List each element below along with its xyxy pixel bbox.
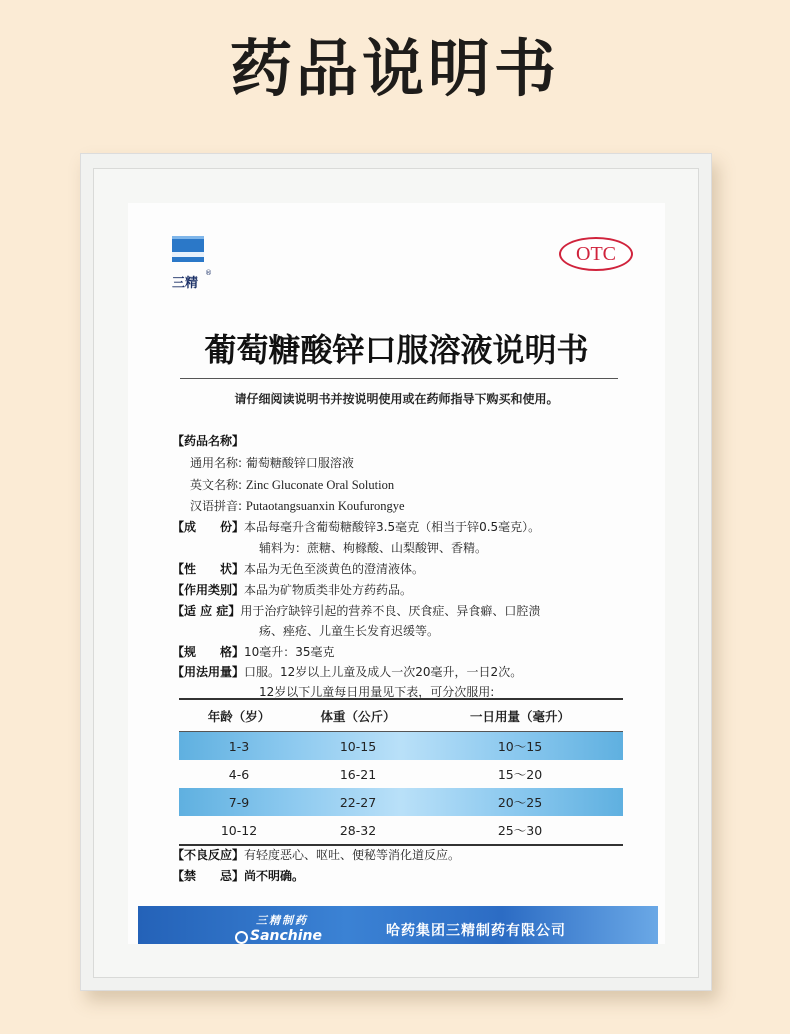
table-cell-dose: 15～20	[497, 767, 543, 782]
appearance-tag: 【性 状】	[172, 562, 245, 576]
table-cell-age: 10-12	[220, 822, 258, 838]
footer-logo-chinese: 三精制药	[256, 914, 308, 927]
table-cell-dose: 25～30	[497, 823, 543, 838]
table-cell-weight: 28-32	[339, 822, 377, 838]
instruction-leaflet	[128, 203, 665, 944]
company-footer	[138, 906, 658, 944]
drug-name-tag: 【药品名称】	[172, 434, 245, 448]
spec-value: 10毫升：35毫克	[244, 645, 335, 659]
category-row	[172, 584, 412, 596]
generic-name-label: 通用名称:	[190, 456, 243, 470]
english-name-label: 英文名称:	[190, 478, 243, 492]
appearance-row	[172, 563, 424, 575]
ingredients-row	[172, 521, 540, 533]
generic-name-value: 葡萄糖酸锌口服溶液	[245, 456, 354, 470]
table-row	[179, 816, 623, 844]
table-cell-age: 1-3	[228, 738, 250, 754]
adverse-value: 有轻度恶心、呕吐、便秘等消化道反应。	[244, 848, 461, 862]
excipients-row: 辅料为：蔗糖、枸橼酸、山梨酸钾、香精。	[259, 541, 488, 555]
table-row	[179, 760, 623, 788]
otc-badge: OTC	[559, 237, 633, 271]
registered-mark: ®	[205, 269, 212, 277]
dosage-table	[179, 698, 623, 846]
table-header-age: 年龄（岁）	[207, 708, 271, 724]
contraindication-tag: 【禁 忌】	[172, 869, 245, 883]
appearance-value: 本品为无色至淡黄色的澄清液体。	[244, 562, 425, 576]
spec-row	[172, 646, 335, 658]
company-name: 哈药集团三精制药有限公司	[386, 923, 566, 939]
usage-advice: 请仔细阅读说明书并按说明使用或在药师指导下购买和使用。	[234, 392, 559, 406]
pinyin-value: Putaotangsuanxin Koufurongye	[245, 499, 405, 513]
dosage-note: 12岁以下儿童每日用量见下表，可分次服用:	[259, 685, 495, 699]
page-title: 药品说明书	[229, 32, 560, 105]
brand-name: 三精	[172, 276, 199, 291]
dosage-tag: 【用法用量】	[172, 665, 245, 679]
table-cell-age: 7-9	[228, 794, 250, 810]
drug-name-section	[172, 435, 244, 447]
table-cell-weight: 16-21	[339, 766, 377, 782]
ingredients-value: 本品每毫升含葡萄糖酸锌3.5毫克（相当于锌0.5毫克）。	[244, 520, 541, 534]
table-header-dose: 一日用量（毫升）	[469, 708, 570, 724]
ingredients-tag: 【成 份】	[172, 520, 245, 534]
document-title: 葡萄糖酸锌口服溶液说明书	[204, 331, 589, 369]
category-value: 本品为矿物质类非处方药药品。	[244, 583, 413, 597]
pinyin-label: 汉语拼音:	[190, 499, 243, 513]
sanchine-emblem-icon	[235, 931, 248, 944]
generic-name-row	[190, 457, 354, 469]
table-cell-weight: 10-15	[339, 738, 377, 754]
category-tag: 【作用类别】	[172, 583, 245, 597]
indication-tag: 【适 应 症】	[172, 604, 241, 618]
dosage-value: 口服。12岁以上儿童及成人一次20毫升，一日2次。	[244, 665, 523, 679]
table-row	[179, 732, 623, 760]
table-header-weight: 体重（公斤）	[320, 708, 396, 724]
footer-logo-english: Sanchine	[250, 928, 323, 944]
table-cell-age: 4-6	[228, 766, 250, 782]
sanchine-logo-icon	[172, 236, 204, 262]
table-cell-dose: 10～15	[497, 739, 543, 754]
contraindication-row	[172, 870, 304, 882]
table-cell-weight: 22-27	[339, 794, 377, 810]
dosage-row	[172, 666, 522, 678]
indication-value: 用于治疗缺锌引起的营养不良、厌食症、异食癖、口腔溃	[240, 604, 541, 618]
table-header-row	[179, 700, 623, 732]
english-name-row	[190, 479, 394, 492]
spec-tag: 【规 格】	[172, 645, 245, 659]
table-row	[179, 788, 623, 816]
indication-continued: 疡、痤疮、儿童生长发育迟缓等。	[259, 624, 440, 638]
contraindication-value: 尚不明确。	[244, 869, 305, 883]
indication-row	[172, 605, 540, 617]
title-divider	[180, 378, 618, 379]
adverse-tag: 【不良反应】	[172, 848, 245, 862]
pinyin-row	[190, 500, 405, 513]
english-name-value: Zinc Gluconate Oral Solution	[245, 478, 395, 492]
table-cell-dose: 20～25	[497, 795, 543, 810]
adverse-row	[172, 849, 460, 861]
